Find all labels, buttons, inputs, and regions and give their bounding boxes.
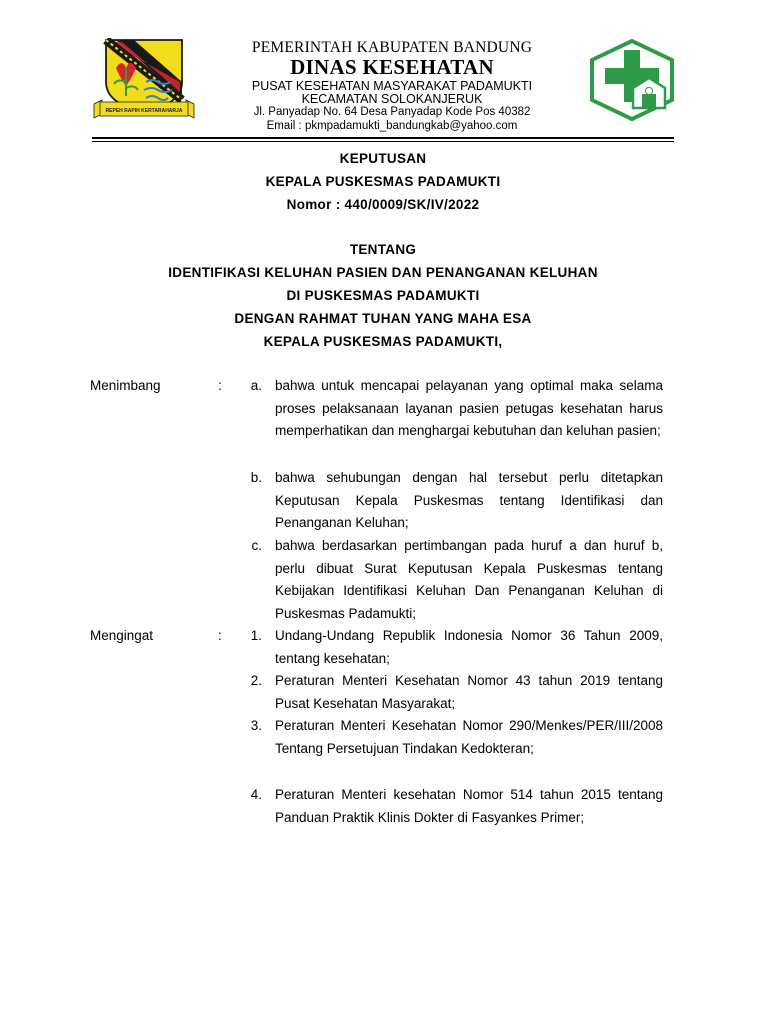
letterhead-address: Jl. Panyadap No. 64 Desa Panyadap Kode Pos 40382: [253, 106, 531, 118]
letterhead-divider-thick: [92, 137, 674, 139]
list-item-marker: a.: [250, 378, 262, 393]
puskesmas-logo-icon: [587, 38, 677, 122]
decree-invocation: DENGAN RAHMAT TUHAN YANG MAHA ESA: [234, 311, 532, 326]
decree-number: Nomor : 440/0009/SK/IV/2022: [286, 197, 480, 212]
list-item-marker: 4.: [250, 787, 262, 802]
section-colon: :: [218, 378, 222, 393]
letterhead-health-center: PUSAT KESEHATAN MASYARAKAT PADAMUKTI: [251, 79, 533, 93]
letterhead-district: KECAMATAN SOLOKANJERUK: [301, 92, 483, 106]
list-item-marker: 2.: [250, 673, 262, 688]
list-item-text: Peraturan Menteri kesehatan Nomor 514 tahun 2015 tentang Panduan Praktik Klinis Dokter di Fasyankes Primer;: [275, 787, 663, 825]
list-item-marker: 3.: [250, 718, 262, 733]
decree-issuer: KEPALA PUSKESMAS PADAMUKTI: [265, 174, 501, 189]
letterhead-department: DINAS KESEHATAN: [290, 55, 494, 79]
letterhead-divider-thin: [92, 141, 674, 142]
decree-heading: KEPUTUSAN: [339, 151, 427, 166]
section-colon: :: [218, 628, 222, 643]
decree-about-label: TENTANG: [349, 242, 417, 257]
list-item-marker: 1.: [250, 628, 262, 643]
list-item-text: bahwa berdasarkan pertimbangan pada huruf a dan huruf b, perlu dibuat Surat Keputusan Kepala Puskesmas tentang Kebijakan Identifikasi Keluhan Dan Penanganan Keluhan di Puskesmas Padamukti;: [275, 538, 663, 621]
decree-subject-line-2: DI PUSKESMAS PADAMUKTI: [286, 288, 480, 303]
list-item-text: Peraturan Menteri Kesehatan Nomor 43 tahun 2019 tentang Pusat Kesehatan Masyarakat;: [275, 673, 663, 711]
kabupaten-bandung-emblem-icon: [92, 38, 196, 120]
list-item-marker: b.: [250, 470, 262, 485]
list-item-text: Undang-Undang Republik Indonesia Nomor 36 Tahun 2009, tentang kesehatan;: [275, 628, 663, 666]
list-item-marker: c.: [251, 538, 262, 553]
decree-subject-line-1: IDENTIFIKASI KELUHAN PASIEN DAN PENANGANAN KELUHAN: [168, 265, 598, 280]
list-item-text: bahwa sehubungan dengan hal tersebut perlu ditetapkan Keputusan Kepala Puskesmas tentang Identifikasi dan Penanganan Keluhan;: [275, 470, 663, 530]
emblem-motto: REPEH RAPIH KERTARAHARJA: [105, 108, 183, 114]
decree-authority: KEPALA PUSKESMAS PADAMUKTI,: [263, 334, 503, 349]
list-item-text: bahwa untuk mencapai pelayanan yang optimal maka selama proses pelaksanaan layanan pasien petugas kesehatan harus memperhatikan dan menghargai kebutuhan dan keluhan pasien;: [275, 378, 663, 438]
section-label-mengingat: Mengingat: [90, 628, 154, 643]
letterhead-government: PEMERINTAH KABUPATEN BANDUNG: [251, 39, 533, 56]
letterhead-email: Email : pkmpadamukti_bandungkab@yahoo.com: [266, 120, 518, 132]
list-item-text: Peraturan Menteri Kesehatan Nomor 290/Menkes/PER/III/2008 Tentang Persetujuan Tindakan Kedokteran;: [275, 718, 663, 756]
section-label-menimbang: Menimbang: [90, 378, 161, 393]
